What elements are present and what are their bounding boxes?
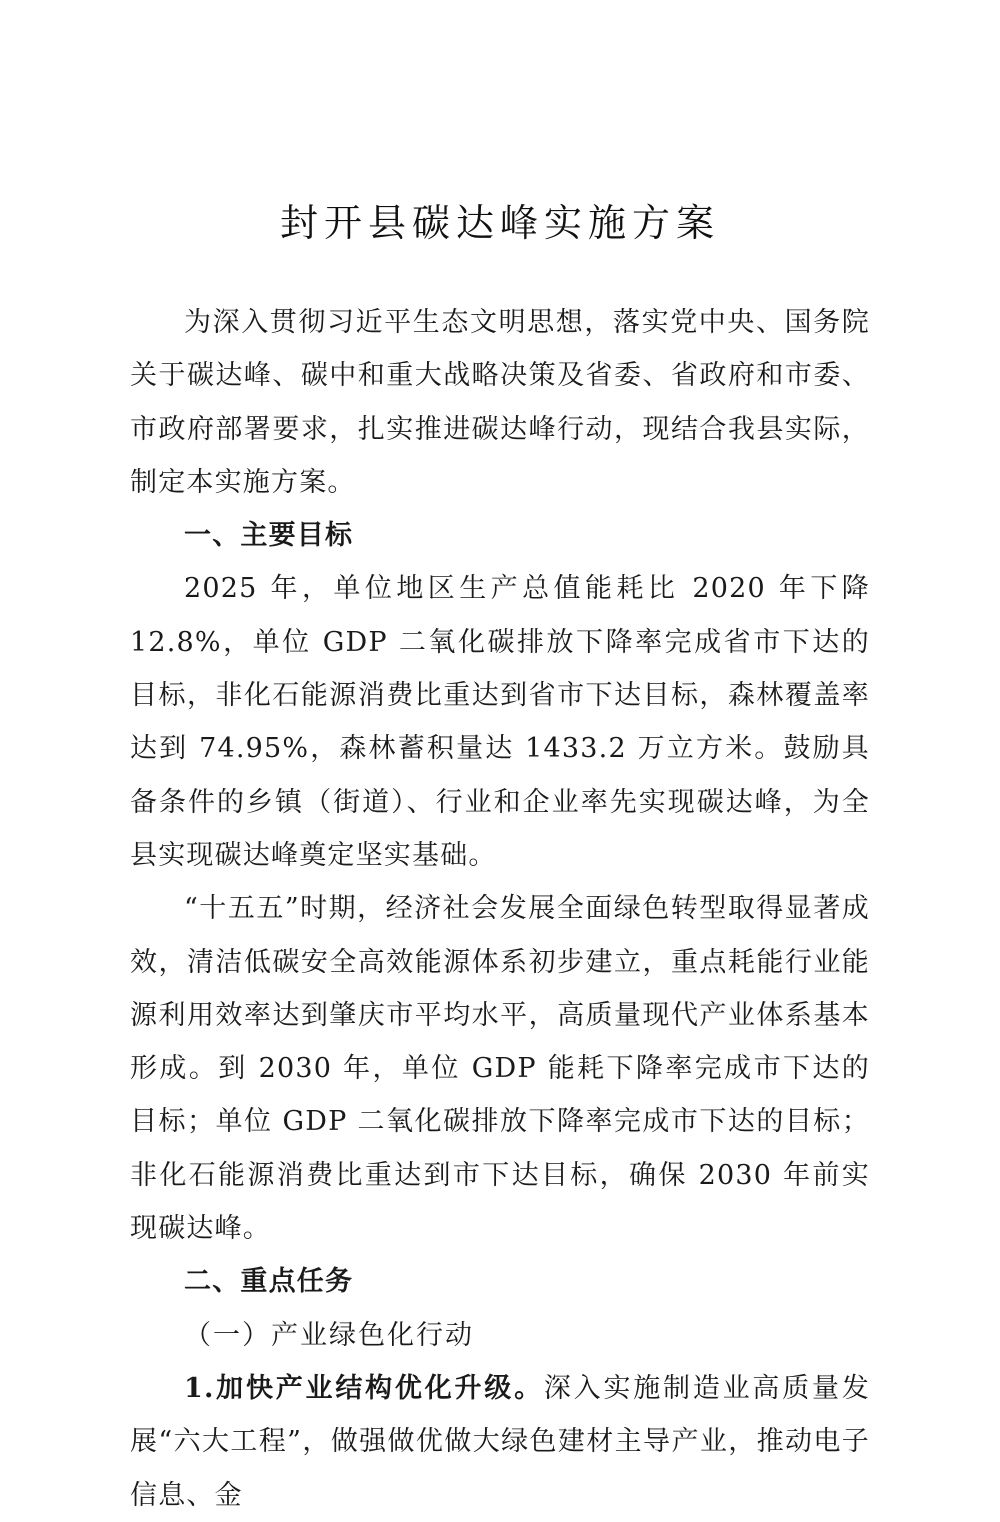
document-body [130,296,870,1522]
section-heading-main-goals: 一、主要目标 [184,520,354,552]
task-item-1 [130,1362,870,1522]
task-item-1-text: 深入实施制造业高质量发展“六大工程”，做强做优做大绿色建材主导产业，推动电子信息、金 [130,1372,870,1511]
task-item-1-lead: 1.加快产业结构优化升级。 [184,1372,544,1404]
subsection-heading-green-industry: （一）产业绿色化行动 [184,1319,474,1351]
goals-paragraph-2030: “十五五”时期，经济社会发展全面绿色转型取得显著成效，清洁低碳安全高效能源体系初步建立，重点耗能行业能源利用效率达到肇庆市平均水平，高质量现代产业体系基本形成。到 2030 年，单位 GDP 能耗下降率完成市下达的目标；单位 GDP 二氧化碳排放下降率完成市下达的目标；非化石能源消费比重达到市下达目标，确保 2030 年前实现碳达峰。 [130,893,870,1245]
intro-paragraph: 为深入贯彻习近平生态文明思想，落实党中央、国务院关于碳达峰、碳中和重大战略决策及省委、省政府和市委、市政府部署要求，扎实推进碳达峰行动，现结合我县实际，制定本实施方案。 [130,307,870,498]
document-title: 封开县碳达峰实施方案 [279,201,720,245]
goals-paragraph-2025: 2025 年，单位地区生产总值能耗比 2020 年下降 12.8%，单位 GDP 二氧化碳排放下降率完成省市下达的目标，非化石能源消费比重达到省市下达目标，森林覆盖率达到 74.95%，森林蓄积量达 1433.2 万立方米。鼓励具备条件的乡镇（街道）、行业和企业率先实现碳达峰，为全县实现碳达峰奠定坚实基础。 [130,573,870,871]
section-heading-key-tasks: 二、重点任务 [184,1266,354,1298]
